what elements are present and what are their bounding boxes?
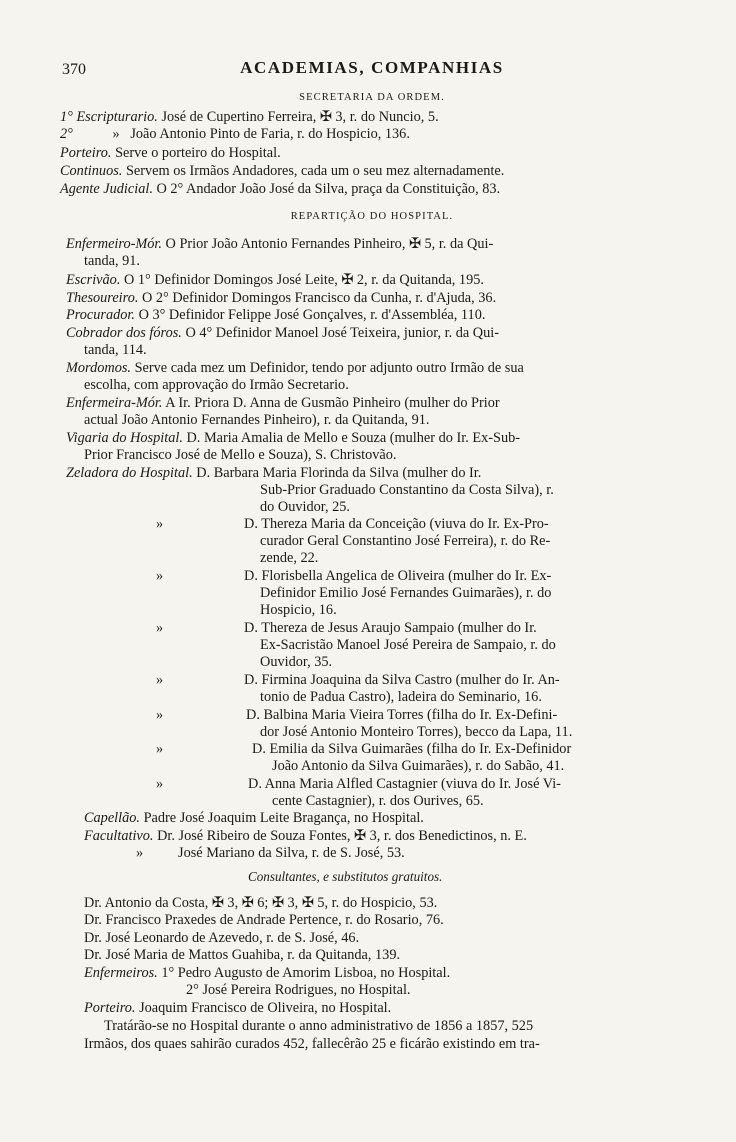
page-number: 370 <box>62 61 86 78</box>
entry-line: Porteiro. Joaquim Francisco de Oliveira, no Hospital. <box>84 1000 392 1016</box>
entry-line: Dr. Antonio da Costa, ✠ 3, ✠ 6; ✠ 3, ✠ 5, r. do Hospicio, 53. <box>84 895 438 911</box>
entry-line: Sub-Prior Graduado Constantino da Costa Silva), r. <box>260 482 554 498</box>
entry-line: » D. Thereza de Jesus Araujo Sampaio (mulher do Ir. <box>156 620 537 636</box>
entry-line: Enfermeiros. 1° Pedro Augusto de Amorim Lisboa, no Hospital. <box>84 965 451 981</box>
entry-line: Enfermeiro-Mór. O Prior João Antonio Fernandes Pinheiro, ✠ 5, r. da Qui- <box>66 236 494 252</box>
entry-line: Hospicio, 16. <box>260 602 337 618</box>
entry-line: Dr. Francisco Praxedes de Andrade Pertence, r. do Rosario, 76. <box>84 912 444 928</box>
entry-line: Capellão. Padre José Joaquim Leite Bragança, no Hospital. <box>84 810 424 826</box>
entry-line: Prior Francisco José de Mello e Souza), S. Christovão. <box>84 447 397 463</box>
entry-line: Tratárão-se no Hospital durante o anno administrativo de 1856 a 1857, 525 <box>104 1018 534 1034</box>
entry-line: Ouvidor, 35. <box>260 654 333 670</box>
entry-line: » José Mariano da Silva, r. de S. José, 53. <box>136 845 405 861</box>
entry-line: zende, 22. <box>260 550 319 566</box>
entry-line: 2° José Pereira Rodrigues, no Hospital. <box>186 982 411 998</box>
entry-line: 2° » João Antonio Pinto de Faria, r. do Hospicio, 136. <box>60 126 410 142</box>
entry-line: Porteiro. Serve o porteiro do Hospital. <box>60 145 281 161</box>
entry-line: » D. Anna Maria Alfled Castagnier (viuva do Ir. José Vi- <box>156 776 561 792</box>
entry-line: do Ouvidor, 25. <box>260 499 350 515</box>
page-header <box>62 58 682 82</box>
entry-line: tonio de Padua Castro), ladeira do Seminario, 16. <box>260 689 542 705</box>
entry-line: Agente Judicial. O 2° Andador João José da Silva, praça da Constituição, 83. <box>60 181 501 197</box>
entry-line: dor José Antonio Monteiro Torres), becco da Lapa, 11. <box>260 724 573 740</box>
entry-line: Mordomos. Serve cada mez um Definidor, tendo por adjunto outro Irmão de sua <box>66 360 524 376</box>
entry-line: Irmãos, dos quaes sahirão curados 452, fallecêrão 25 e ficárão existindo em tra- <box>84 1036 540 1052</box>
entry-line: tanda, 114. <box>84 342 147 358</box>
entry-line: Definidor Emilio José Fernandes Guimarães), r. do <box>260 585 552 601</box>
entry-line: » D. Florisbella Angelica de Oliveira (mulher do Ir. Ex- <box>156 568 552 584</box>
entry-line: Facultativo. Dr. José Ribeiro de Souza Fontes, ✠ 3, r. dos Benedictinos, n. E. <box>84 828 527 844</box>
entry-line: Dr. José Leonardo de Azevedo, r. de S. José, 46. <box>84 930 360 946</box>
entry-line: Dr. José Maria de Mattos Guahiba, r. da Quitanda, 139. <box>84 947 401 963</box>
entry-line: Escrivão. O 1° Definidor Domingos José Leite, ✠ 2, r. da Quitanda, 195. <box>66 272 484 288</box>
entry-line: Enfermeira-Mór. A Ir. Priora D. Anna de Gusmão Pinheiro (mulher do Prior <box>66 395 500 411</box>
entry-line: Ex-Sacristão Manoel José Pereira de Sampaio, r. do <box>260 637 556 653</box>
section-title-secretaria: SECRETARIA DA ORDEM. <box>299 92 445 103</box>
entry-line: » D. Emilia da Silva Guimarães (filha do Ir. Ex-Definidor <box>156 741 572 757</box>
entry-line: tanda, 91. <box>84 253 140 269</box>
entry-line: Cobrador dos fóros. O 4° Definidor Manoel José Teixeira, junior, r. da Qui- <box>66 325 500 341</box>
entry-line: » D. Thereza Maria da Conceição (viuva do Ir. Ex-Pro- <box>156 516 549 532</box>
entry-line: cente Castagnier), r. dos Ourives, 65. <box>272 793 484 809</box>
entry-line: » D. Balbina Maria Vieira Torres (filha do Ir. Ex-Defini- <box>156 707 558 723</box>
entry-line: » D. Firmina Joaquina da Silva Castro (mulher do Ir. An- <box>156 672 560 688</box>
running-head: ACADEMIAS, COMPANHIAS <box>240 58 504 77</box>
section-title-consultantes: Consultantes, e substitutos gratuitos. <box>247 870 443 885</box>
entry-line: curador Geral Constantino José Ferreira), r. do Re- <box>260 533 551 549</box>
entry-line: Zeladora do Hospital. D. Barbara Maria Florinda da Silva (mulher do Ir. <box>66 465 482 481</box>
entry-line: 1° Escripturario. José de Cupertino Ferreira, ✠ 3, r. do Nuncio, 5. <box>60 109 439 125</box>
entry-line: Procurador. O 3° Definidor Felippe José Gonçalves, r. d'Assembléa, 110. <box>66 307 486 323</box>
entry-line: actual João Antonio Fernandes Pinheiro), r. da Quitanda, 91. <box>84 412 430 428</box>
entry-line: escolha, com approvação do Irmão Secretario. <box>84 377 349 393</box>
entry-line: Vigaria do Hospital. D. Maria Amalia de Mello e Souza (mulher do Ir. Ex-Sub- <box>66 430 520 446</box>
entry-line: Thesoureiro. O 2° Definidor Domingos Francisco da Cunha, r. d'Ajuda, 36. <box>66 290 497 306</box>
entry-line: Continuos. Servem os Irmãos Andadores, cada um o seu mez alternadamente. <box>60 163 505 179</box>
entry-line: João Antonio da Silva Guimarães), r. do Sabão, 41. <box>272 758 565 774</box>
section-title-hospital: REPARTIÇÃO DO HOSPITAL. <box>290 211 454 222</box>
